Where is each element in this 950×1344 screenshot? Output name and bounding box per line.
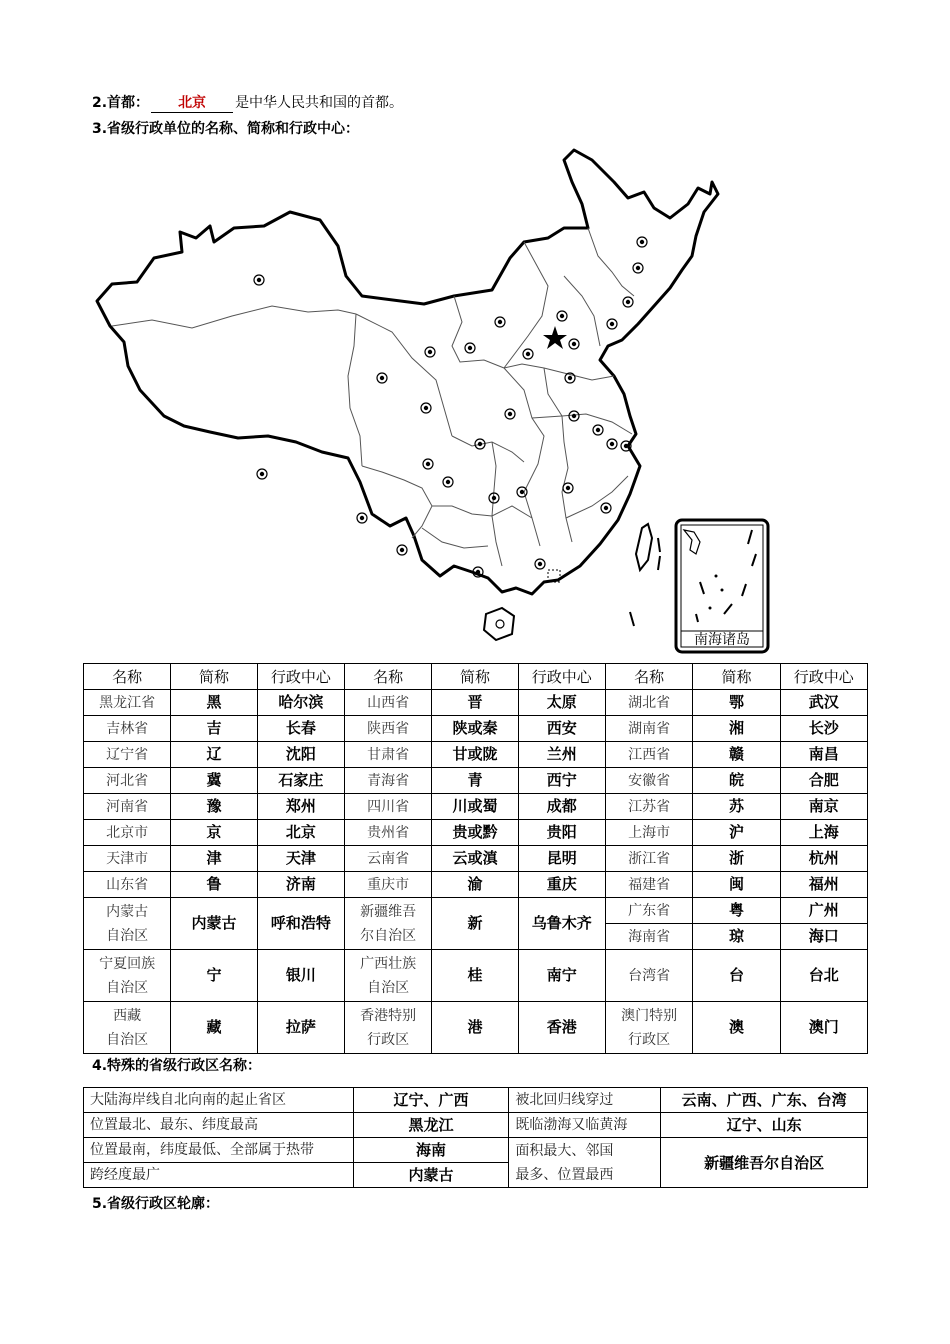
province-abbr: 豫 (171, 794, 257, 820)
province-center: 沈阳 (257, 742, 344, 768)
province-name (84, 1002, 171, 1054)
province-abbr: 津 (171, 846, 257, 872)
province-center: 昆明 (518, 846, 605, 872)
question-cell (509, 1138, 661, 1188)
province-center: 哈尔滨 (257, 690, 344, 716)
province-name: 海南省 (605, 924, 692, 950)
name-line: 行政区 (367, 1031, 410, 1048)
province-abbr: 鲁 (171, 872, 257, 898)
province-center: 济南 (257, 872, 344, 898)
province-name (344, 950, 431, 1002)
province-name (84, 950, 171, 1002)
table-row (84, 742, 868, 768)
province-abbr: 桂 (432, 950, 518, 1002)
question-cell: 跨经度最广 (84, 1163, 354, 1188)
province-abbr: 黑 (171, 690, 257, 716)
province-center: 天津 (257, 846, 344, 872)
name-line: 自治区 (106, 1031, 149, 1048)
province-center: 福州 (780, 872, 867, 898)
answer-cell: 海南 (353, 1138, 509, 1163)
province-name: 台湾省 (605, 950, 692, 1002)
province-center: 杭州 (780, 846, 867, 872)
province-abbr: 宁 (171, 950, 257, 1002)
name-line: 行政区 (628, 1031, 671, 1048)
province-abbr: 沪 (693, 820, 780, 846)
capital-line (92, 92, 403, 113)
province-abbr: 台 (693, 950, 780, 1002)
name-line: 广西壮族 (360, 955, 417, 972)
province-abbr: 苏 (693, 794, 780, 820)
province-name: 山东省 (84, 872, 171, 898)
province-abbr: 藏 (171, 1002, 257, 1054)
province-center: 长沙 (780, 716, 867, 742)
province-abbr: 赣 (693, 742, 780, 768)
column-header: 行政中心 (780, 664, 867, 690)
table-row (84, 1002, 868, 1054)
province-abbr: 辽 (171, 742, 257, 768)
province-name: 甘肃省 (344, 742, 431, 768)
province-abbr: 渝 (432, 872, 518, 898)
province-name: 北京市 (84, 820, 171, 846)
province-center: 广州 (780, 898, 867, 924)
table-row (84, 950, 868, 1002)
province-abbr: 吉 (171, 716, 257, 742)
province-name: 湖南省 (605, 716, 692, 742)
province-abbr: 皖 (693, 768, 780, 794)
province-center: 南宁 (518, 950, 605, 1002)
hainan-island (484, 608, 514, 640)
capital-answer: 北京 (151, 92, 233, 113)
province-name: 贵州省 (344, 820, 431, 846)
name-line: 澳门特别 (621, 1007, 678, 1024)
province-name: 山西省 (344, 690, 431, 716)
province-abbr: 青 (432, 768, 518, 794)
table-row (84, 1113, 868, 1138)
province-name: 湖北省 (605, 690, 692, 716)
province-center: 长春 (257, 716, 344, 742)
province-center: 西安 (518, 716, 605, 742)
province-center: 台北 (780, 950, 867, 1002)
special-provinces-table (83, 1087, 868, 1188)
province-name: 浙江省 (605, 846, 692, 872)
name-line: 尔自治区 (360, 927, 417, 944)
province-center: 重庆 (518, 872, 605, 898)
table-row (84, 872, 868, 898)
province-abbr: 京 (171, 820, 257, 846)
province-center: 海口 (780, 924, 867, 950)
answer-cell: 辽宁、山东 (661, 1113, 868, 1138)
province-name: 江苏省 (605, 794, 692, 820)
provincial-center-circle-icon (254, 237, 647, 577)
province-name: 河南省 (84, 794, 171, 820)
table-row (84, 690, 868, 716)
answer-cell: 内蒙古 (353, 1163, 509, 1188)
column-header: 简称 (693, 664, 780, 690)
table-header-row (84, 664, 868, 690)
question-cell: 位置最北、最东、纬度最高 (84, 1113, 354, 1138)
question-line: 最多、位置最西 (515, 1166, 614, 1183)
province-abbr: 新 (432, 898, 518, 950)
province-center: 澳门 (780, 1002, 867, 1054)
table-row (84, 768, 868, 794)
column-header: 名称 (605, 664, 692, 690)
question-cell: 位置最南，纬度最低、全部属于热带 (84, 1138, 354, 1163)
name-line: 新疆维吾 (360, 903, 417, 920)
province-center: 成都 (518, 794, 605, 820)
section5-title: 5.省级行政区轮廓： (92, 1196, 220, 1212)
province-table (83, 663, 868, 1054)
table-row (84, 898, 868, 924)
province-center: 南京 (780, 794, 867, 820)
province-abbr: 澳 (693, 1002, 780, 1054)
province-center: 石家庄 (257, 768, 344, 794)
province-center: 呼和浩特 (257, 898, 344, 950)
province-abbr: 贵或黔 (432, 820, 518, 846)
table-row (84, 820, 868, 846)
province-abbr: 鄂 (693, 690, 780, 716)
province-abbr: 陕或秦 (432, 716, 518, 742)
province-center: 西宁 (518, 768, 605, 794)
province-name: 云南省 (344, 846, 431, 872)
province-abbr: 湘 (693, 716, 780, 742)
column-header: 行政中心 (518, 664, 605, 690)
province-center: 合肥 (780, 768, 867, 794)
province-abbr: 云或滇 (432, 846, 518, 872)
province-name (344, 898, 431, 950)
capital-line-prefix: 2.首都： (92, 95, 150, 111)
province-name: 广东省 (605, 898, 692, 924)
province-center: 香港 (518, 1002, 605, 1054)
answer-cell: 云南、广西、广东、台湾 (661, 1088, 868, 1113)
table-row (84, 716, 868, 742)
province-name: 重庆市 (344, 872, 431, 898)
name-line: 香港特别 (360, 1007, 417, 1024)
province-abbr: 内蒙古 (171, 898, 257, 950)
answer-cell: 新疆维吾尔自治区 (661, 1138, 868, 1188)
province-center: 乌鲁木齐 (518, 898, 605, 950)
province-name: 辽宁省 (84, 742, 171, 768)
question-cell: 被北回归线穿过 (509, 1088, 661, 1113)
province-abbr: 浙 (693, 846, 780, 872)
capital-line-suffix: 是中华人民共和国的首都。 (235, 95, 404, 111)
column-header: 名称 (84, 664, 171, 690)
province-name: 四川省 (344, 794, 431, 820)
province-abbr: 晋 (432, 690, 518, 716)
answer-cell: 黑龙江 (353, 1113, 509, 1138)
province-name: 福建省 (605, 872, 692, 898)
province-name: 陕西省 (344, 716, 431, 742)
table-row (84, 1088, 868, 1113)
name-line: 自治区 (106, 979, 149, 996)
column-header: 行政中心 (257, 664, 344, 690)
province-abbr: 闽 (693, 872, 780, 898)
province-name (84, 898, 171, 950)
section4-title: 4.特殊的省级行政区名称： (92, 1058, 262, 1074)
province-name: 江西省 (605, 742, 692, 768)
province-center: 银川 (257, 950, 344, 1002)
province-center: 贵阳 (518, 820, 605, 846)
province-name: 黑龙江省 (84, 690, 171, 716)
province-name: 吉林省 (84, 716, 171, 742)
name-line: 内蒙古 (106, 903, 149, 920)
inset-label: 南海诸岛 (694, 632, 750, 648)
province-abbr: 粤 (693, 898, 780, 924)
question-cell: 既临渤海又临黄海 (509, 1113, 661, 1138)
table-row (84, 1138, 868, 1163)
province-name: 青海省 (344, 768, 431, 794)
province-abbr: 甘或陇 (432, 742, 518, 768)
province-center: 郑州 (257, 794, 344, 820)
province-center: 拉萨 (257, 1002, 344, 1054)
name-line: 自治区 (367, 979, 410, 996)
province-name (605, 1002, 692, 1054)
answer-cell: 辽宁、广西 (353, 1088, 509, 1113)
province-abbr: 川或蜀 (432, 794, 518, 820)
question-cell: 大陆海岸线自北向南的起止省区 (84, 1088, 354, 1113)
section3-title: 3.省级行政单位的名称、简称和行政中心： (92, 121, 360, 137)
taiwan-island (636, 524, 652, 570)
name-line: 宁夏回族 (99, 955, 156, 972)
province-name: 安徽省 (605, 768, 692, 794)
column-header: 简称 (171, 664, 257, 690)
name-line: 西藏 (113, 1007, 142, 1024)
province-abbr: 港 (432, 1002, 518, 1054)
capital-star-icon (543, 326, 567, 349)
table-row (84, 794, 868, 820)
column-header: 简称 (432, 664, 518, 690)
province-center: 太原 (518, 690, 605, 716)
province-center: 北京 (257, 820, 344, 846)
china-province-map (92, 146, 872, 662)
province-center: 南昌 (780, 742, 867, 768)
province-name: 上海市 (605, 820, 692, 846)
table-row (84, 846, 868, 872)
province-center: 兰州 (518, 742, 605, 768)
province-abbr: 冀 (171, 768, 257, 794)
china-outline (97, 150, 718, 594)
province-name (344, 1002, 431, 1054)
name-line: 自治区 (106, 927, 149, 944)
province-name: 河北省 (84, 768, 171, 794)
province-center: 武汉 (780, 690, 867, 716)
column-header: 名称 (344, 664, 431, 690)
province-center: 上海 (780, 820, 867, 846)
question-line: 面积最大、邻国 (515, 1142, 614, 1159)
province-name: 天津市 (84, 846, 171, 872)
province-abbr: 琼 (693, 924, 780, 950)
